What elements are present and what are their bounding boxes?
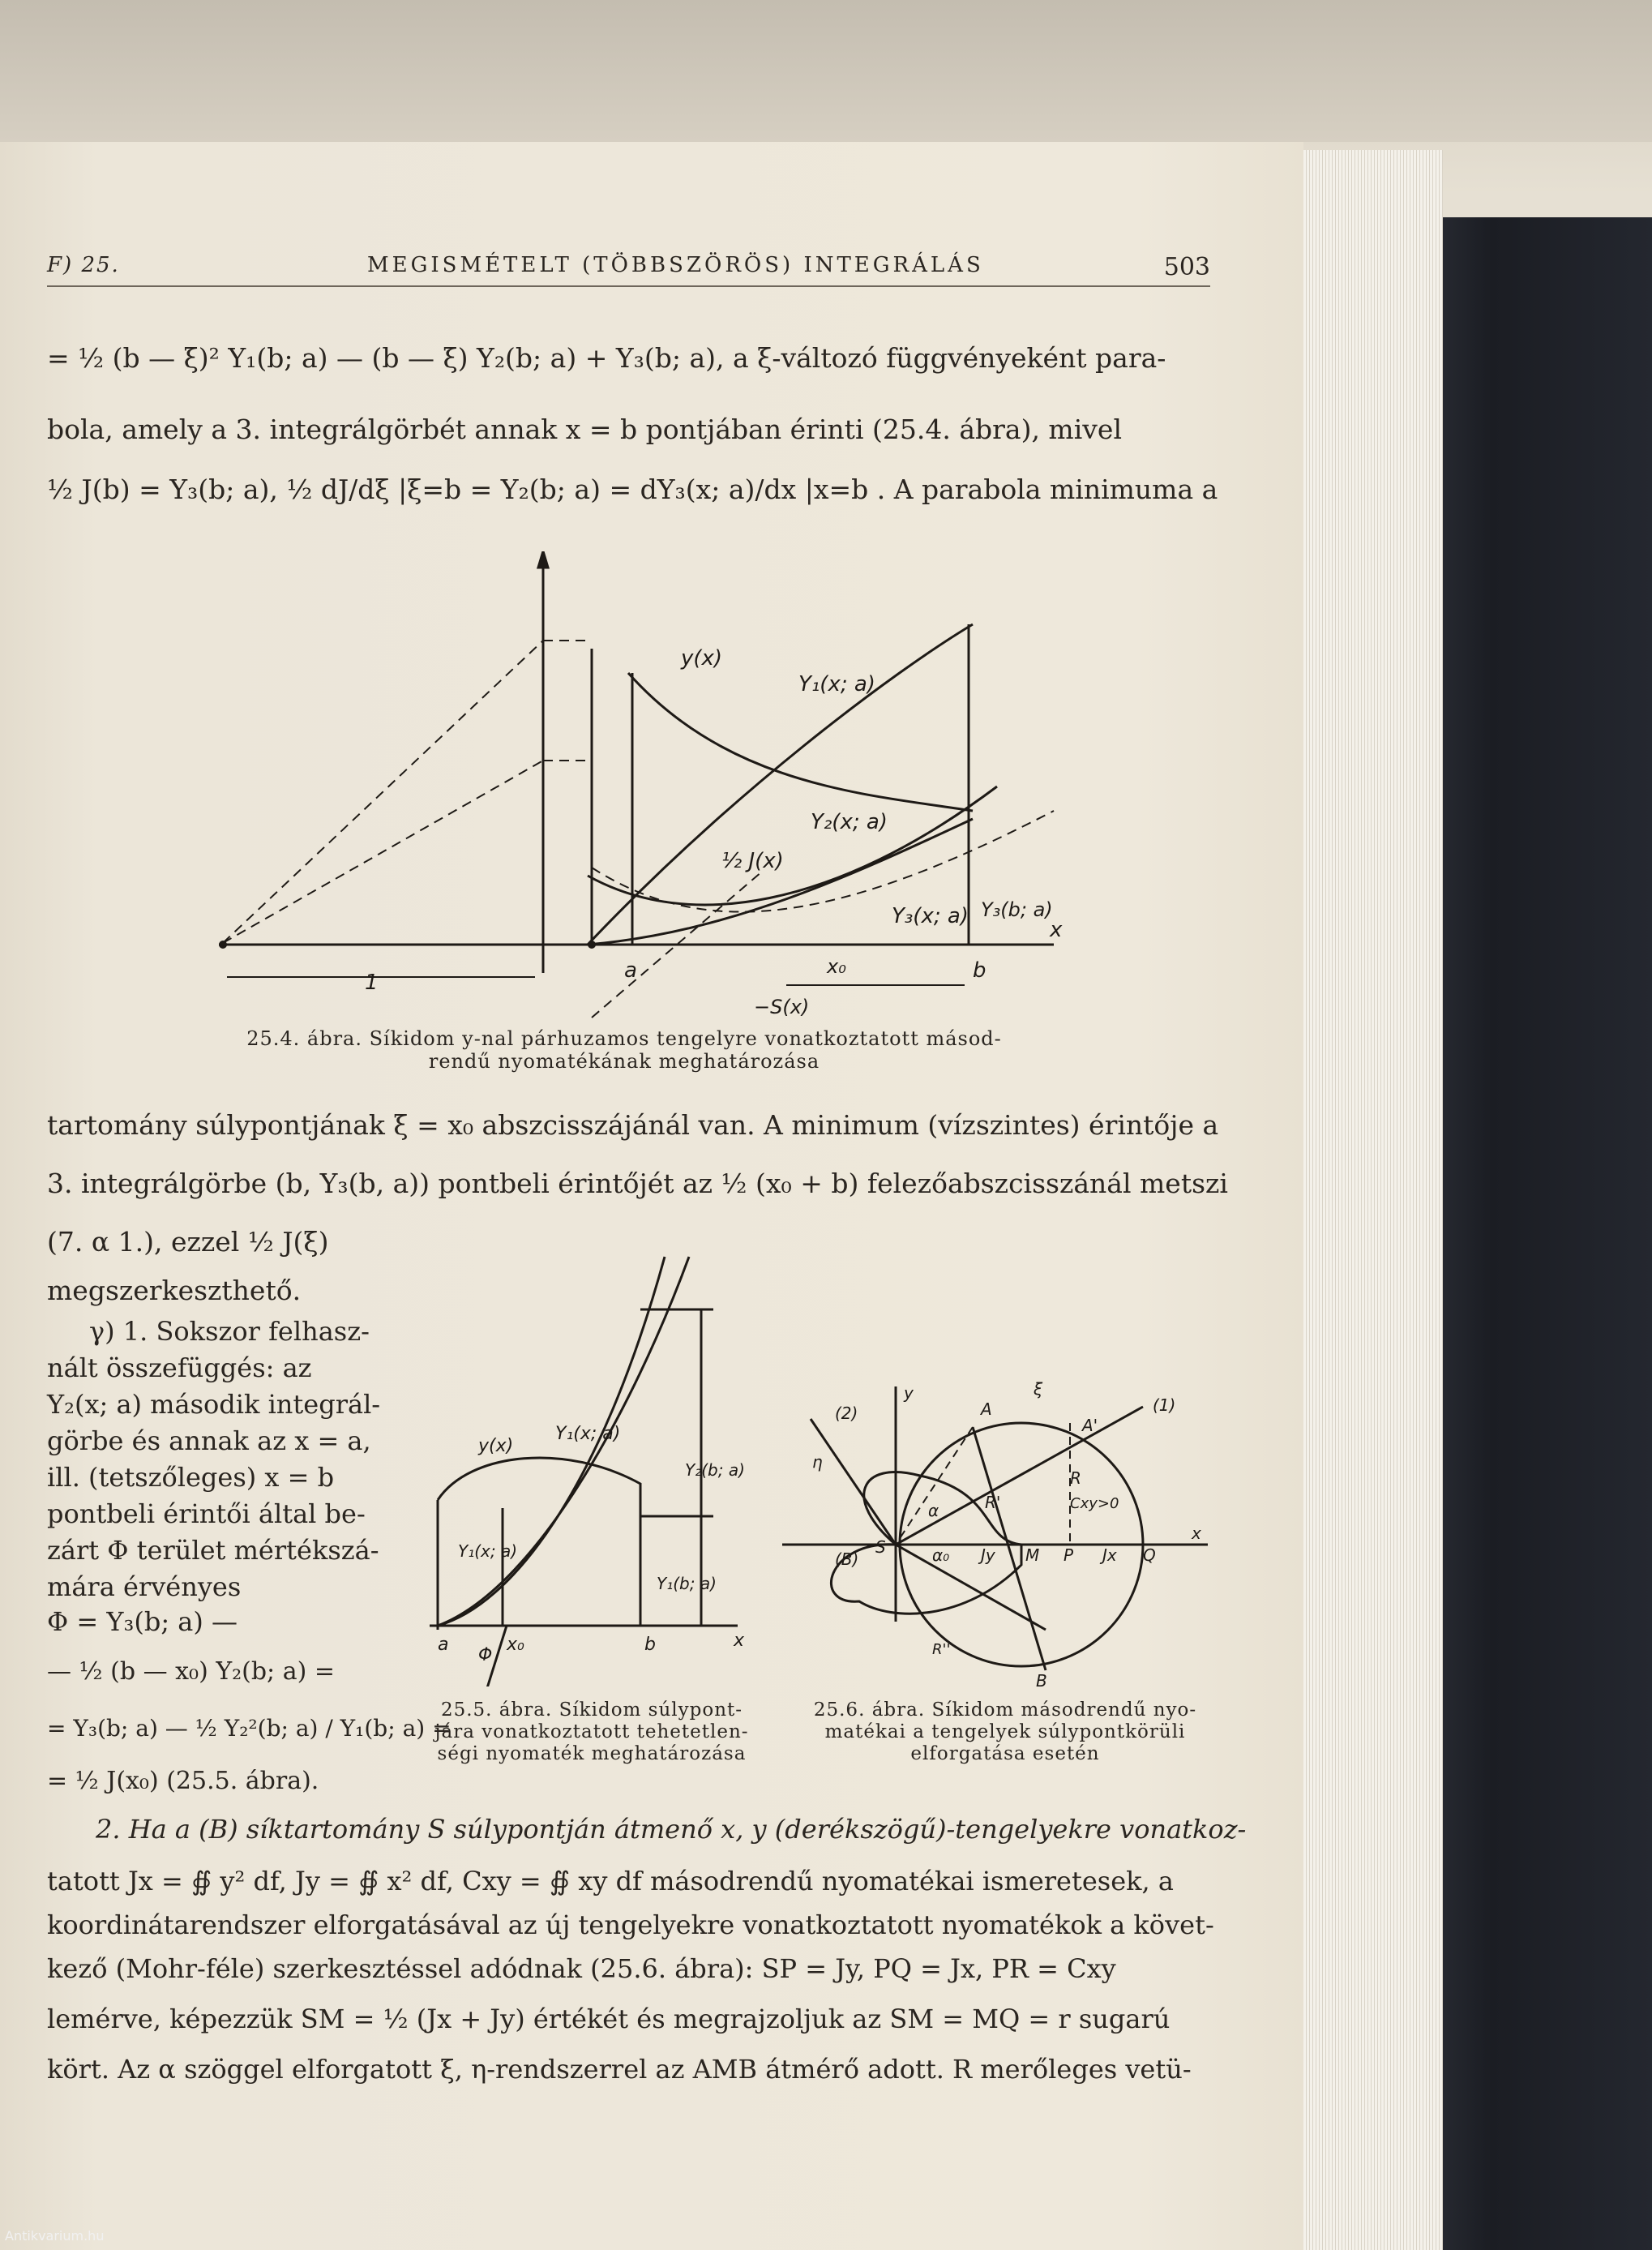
text-line: kört. Az α szöggel elforgatott ξ, η-rendszerrel az AMB átmérő adott. R merőleges vetü-: [47, 2054, 1192, 2085]
column-line: görbe és annak az x = a,: [47, 1425, 371, 1456]
column-line: γ) 1. Sokszor felhasz-: [89, 1316, 370, 1347]
text-line: megszerkeszthető.: [47, 1275, 302, 1306]
text-line: 2. Ha a (B) síktartomány S súlypontján átmenő x, y (derékszögű)-tengelyekre vonatkoz-: [96, 1814, 1247, 1845]
column-line: zárt Φ terület mértékszá-: [47, 1535, 379, 1566]
fig1-label: Y₂(x; a): [811, 810, 888, 834]
fig3-label: P: [1064, 1545, 1074, 1565]
figure-caption-6: [786, 1699, 1224, 1765]
fig1-label: −S(x): [754, 996, 810, 1018]
watermark: Antikvarium.hu: [5, 2228, 105, 2244]
figure-caption: 25.4. ábra. Síkidom y-nal párhuzamos tengelyre vonatkoztatott másod-: [246, 1027, 1002, 1050]
figure-25-4: [203, 551, 1078, 1022]
figure-caption: rendű nyomatékának meghatározása: [428, 1050, 820, 1073]
fig1-label: y(x): [681, 646, 723, 671]
caption-line: matékai a tengelyek súlypontkörüli: [824, 1721, 1186, 1742]
text-line: = ½ (b — ξ)² Y₁(b; a) — (b — ξ) Y₂(b; a) + Y₃(b; a), a ξ-változó függvényeként para-: [47, 342, 1166, 374]
fig3-label: M: [1025, 1545, 1040, 1565]
fig3-label: η: [812, 1452, 823, 1472]
text-line: (7. α 1.), ezzel ½ J(ξ): [47, 1226, 329, 1258]
fig1-label: a: [624, 958, 637, 983]
text-line: koordinátarendszer elforgatásával az új tengelyekre vonatkoztatott nyomatékok a követ-: [47, 1909, 1214, 1940]
fig3-label: (1): [1153, 1395, 1176, 1415]
text-line: ½ J(b) = Y₃(b; a), ½ dJ/dξ |ξ=b = Y₂(b; a) = dY₃(x; a)/dx |x=b . A parabola minimuma a: [47, 474, 1218, 505]
fig2-label: Y₁(x; a): [458, 1541, 518, 1561]
fig3-label: R'': [932, 1641, 951, 1658]
caption-line: elforgatása esetén: [910, 1743, 1100, 1764]
fig1-label: Y₃(b; a): [981, 898, 1053, 921]
caption-line: 25.6. ábra. Síkidom másodrendű nyo-: [813, 1699, 1197, 1721]
fig3-label: Jy: [981, 1545, 995, 1565]
fig2-label: x: [734, 1631, 745, 1651]
fig1-label: x: [1050, 918, 1063, 942]
text-line: 3. integrálgörbe (b, Y₃(b, a)) pontbeli érintőjét az ½ (x₀ + b) felezőabszcisszánál metszi: [47, 1168, 1228, 1199]
running-header: [47, 253, 1210, 287]
fig3-label: R': [985, 1493, 1001, 1512]
fig2-label: Y₂(b; a): [685, 1460, 745, 1480]
fig2-label: Y₁(x; a): [555, 1424, 621, 1444]
column-line: ill. (tetszőleges) x = b: [47, 1462, 335, 1493]
fig3-label: Cxy>0: [1070, 1495, 1119, 1512]
fig2-label: Y₁(b; a): [657, 1574, 717, 1593]
fig3-label: Jx: [1102, 1545, 1117, 1565]
column-line: = ½ J(x₀) (25.5. ábra).: [47, 1767, 319, 1795]
fig3-label: ξ: [1034, 1379, 1043, 1399]
fig2-label: b: [644, 1635, 656, 1655]
fig3-label: S: [875, 1537, 886, 1557]
fig3-label: x: [1192, 1524, 1201, 1543]
fig1-label: ½ J(x): [721, 849, 784, 873]
book-cover: [1423, 217, 1652, 2250]
fig1-label: 1: [365, 971, 379, 995]
text-line: bola, amely a 3. integrálgörbét annak x = b pontjában érinti (25.4. ábra), mivel: [47, 414, 1122, 445]
caption-line: 25.5. ábra. Síkidom súlypont-: [440, 1699, 743, 1721]
fig3-label: Q: [1143, 1545, 1156, 1565]
figure-caption-5: [413, 1699, 770, 1765]
fig3-label: α: [928, 1501, 939, 1520]
page-edges: [1297, 150, 1443, 2250]
text-line: kező (Mohr-féle) szerkesztéssel adódnak (25.6. ábra): SP = Jy, PQ = Jx, PR = Cxy: [47, 1953, 1116, 1984]
column-line: Φ = Y₃(b; a) —: [47, 1606, 238, 1637]
fig1-label: b: [973, 958, 986, 983]
column-line: mára érvényes: [47, 1571, 242, 1602]
fig3-label: α₀: [932, 1545, 950, 1565]
fig3-label: A: [981, 1399, 992, 1419]
column-line: Y₂(x; a) második integrál-: [47, 1389, 381, 1420]
text-line: tatott Jx = ∯ y² df, Jy = ∯ x² df, Cxy = ∯ xy df másodrendű nyomatékai ismeretesek, a: [47, 1866, 1174, 1896]
fig2-label: Φ: [478, 1645, 493, 1665]
fig1-label: Y₃(x; a): [892, 904, 969, 928]
caption-line: jára vonatkoztatott tehetetlen-: [434, 1721, 749, 1742]
figure-25-6: [778, 1378, 1216, 1686]
fig3-label: A': [1082, 1416, 1098, 1435]
fig1-label: Y₁(x; a): [798, 672, 875, 696]
column-line: = Y₃(b; a) — ½ Y₂²(b; a) / Y₁(b; a) =: [47, 1715, 452, 1742]
fig2-label: a: [438, 1635, 449, 1655]
text-line: lemérve, képezzük SM = ½ (Jx + Jy) értékét és megrajzoljuk az SM = MQ = r sugarú: [47, 2004, 1171, 2034]
text-line: tartomány súlypontjának ξ = x₀ abszcisszájánál van. A minimum (vízszintes) érintője a: [47, 1109, 1219, 1141]
fig3-label: (2): [835, 1404, 858, 1423]
column-line: — ½ (b — x₀) Y₂(b; a) =: [47, 1657, 335, 1686]
fig2-label: y(x): [478, 1436, 514, 1456]
fig3-label: y: [904, 1383, 914, 1403]
page-number: 503: [1163, 253, 1210, 281]
caption-line: ségi nyomaték meghatározása: [437, 1743, 747, 1764]
fig3-label: (B): [835, 1549, 859, 1569]
header-section: F) 25.: [47, 253, 120, 277]
column-line: nált összefüggés: az: [47, 1352, 312, 1383]
fig3-label: B: [1036, 1671, 1047, 1686]
fig1-label: x₀: [827, 955, 846, 978]
fig2-label: x₀: [507, 1635, 524, 1655]
header-title: MEGISMÉTELT (TÖBBSZÖRÖS) INTEGRÁLÁS: [367, 253, 984, 277]
column-line: pontbeli érintői által be-: [47, 1498, 366, 1529]
fig3-label: R: [1070, 1468, 1081, 1488]
figure-25-5: [413, 1249, 754, 1686]
desk-surface: [0, 0, 1652, 142]
